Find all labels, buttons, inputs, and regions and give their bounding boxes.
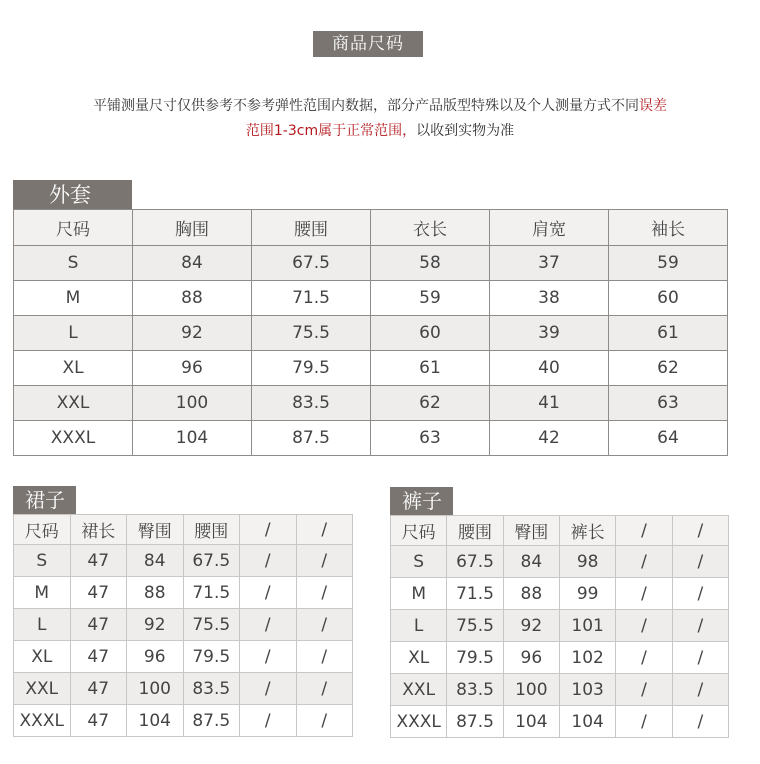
table-row <box>14 705 353 737</box>
measurement-cell: 42 <box>490 421 609 456</box>
pants-size-table <box>390 515 729 738</box>
column-header: 袖长 <box>609 210 728 246</box>
column-header: 裤长 <box>559 516 615 546</box>
measurement-cell: 64 <box>609 421 728 456</box>
measurement-cell: 84 <box>133 246 252 281</box>
measurement-cell: 75.5 <box>183 609 240 641</box>
notice-text: 平铺测量尺寸仅供参考不参考弹性范围内数据，部分产品版型特殊以及个人测量方式不同 <box>93 98 639 114</box>
measurement-cell: 87.5 <box>252 421 371 456</box>
column-header: 肩宽 <box>490 210 609 246</box>
measurement-cell: / <box>672 706 728 738</box>
table-header-row <box>14 515 353 545</box>
table-row <box>391 610 729 642</box>
table-row <box>391 674 729 706</box>
table-row <box>391 642 729 674</box>
measurement-cell: / <box>296 577 353 609</box>
measurement-cell: / <box>616 578 672 610</box>
measurement-cell: 104 <box>133 421 252 456</box>
measurement-cell: 87.5 <box>447 706 503 738</box>
measurement-cell: 47 <box>70 577 127 609</box>
measurement-cell: 62 <box>371 386 490 421</box>
table-row <box>14 316 728 351</box>
measurement-cell: / <box>616 674 672 706</box>
measurement-cell: 63 <box>609 386 728 421</box>
table-row <box>14 351 728 386</box>
size-notice-line-1 <box>0 95 760 115</box>
measurement-cell: / <box>616 706 672 738</box>
measurement-cell: 88 <box>127 577 184 609</box>
column-header: 尺码 <box>14 210 133 246</box>
measurement-cell: 104 <box>559 706 615 738</box>
size-cell: XXL <box>14 386 133 421</box>
measurement-cell: / <box>672 546 728 578</box>
measurement-cell: / <box>296 673 353 705</box>
size-cell: S <box>14 246 133 281</box>
measurement-cell: 71.5 <box>252 281 371 316</box>
measurement-cell: 67.5 <box>183 545 240 577</box>
measurement-cell: 92 <box>133 316 252 351</box>
measurement-cell: / <box>240 577 297 609</box>
measurement-cell: 92 <box>503 610 559 642</box>
measurement-cell: / <box>672 610 728 642</box>
table-row <box>14 577 353 609</box>
measurement-cell: 75.5 <box>447 610 503 642</box>
measurement-cell: 61 <box>609 316 728 351</box>
measurement-cell: 59 <box>609 246 728 281</box>
measurement-cell: 60 <box>609 281 728 316</box>
table-header-row <box>14 210 728 246</box>
measurement-cell: 47 <box>70 705 127 737</box>
notice-highlight: 范围1-3cm属于正常范围， <box>245 123 417 139</box>
measurement-cell: / <box>672 578 728 610</box>
measurement-cell: 83.5 <box>183 673 240 705</box>
table-row <box>14 545 353 577</box>
measurement-cell: 71.5 <box>447 578 503 610</box>
measurement-cell: / <box>296 545 353 577</box>
size-cell: M <box>14 577 71 609</box>
size-cell: M <box>391 578 447 610</box>
column-header: / <box>672 516 728 546</box>
measurement-cell: 96 <box>503 642 559 674</box>
size-notice-line-2 <box>0 120 760 140</box>
measurement-cell: 104 <box>503 706 559 738</box>
measurement-cell: 92 <box>127 609 184 641</box>
measurement-cell: 63 <box>371 421 490 456</box>
size-cell: XXXL <box>14 421 133 456</box>
skirt-size-table <box>13 514 353 737</box>
notice-text: 以收到实物为准 <box>416 123 515 139</box>
size-cell: XL <box>14 641 71 673</box>
table-row <box>391 546 729 578</box>
measurement-cell: / <box>672 674 728 706</box>
measurement-cell: / <box>240 609 297 641</box>
column-header: 腰围 <box>252 210 371 246</box>
size-cell: L <box>391 610 447 642</box>
size-cell: XXXL <box>391 706 447 738</box>
column-header: 胸围 <box>133 210 252 246</box>
size-cell: XL <box>391 642 447 674</box>
measurement-cell: 102 <box>559 642 615 674</box>
measurement-cell: 79.5 <box>447 642 503 674</box>
measurement-cell: / <box>296 705 353 737</box>
table-row <box>391 578 729 610</box>
measurement-cell: / <box>616 610 672 642</box>
table-row <box>14 673 353 705</box>
measurement-cell: / <box>240 545 297 577</box>
column-header: 裙长 <box>70 515 127 545</box>
measurement-cell: / <box>240 641 297 673</box>
page-title: 商品尺码 <box>313 31 423 57</box>
measurement-cell: 79.5 <box>183 641 240 673</box>
measurement-cell: 84 <box>127 545 184 577</box>
column-header: 衣长 <box>371 210 490 246</box>
measurement-cell: / <box>240 705 297 737</box>
table-row <box>14 386 728 421</box>
measurement-cell: 96 <box>127 641 184 673</box>
measurement-cell: 98 <box>559 546 615 578</box>
measurement-cell: 83.5 <box>447 674 503 706</box>
column-header: 尺码 <box>14 515 71 545</box>
measurement-cell: 39 <box>490 316 609 351</box>
table-header-row <box>391 516 729 546</box>
column-header: 尺码 <box>391 516 447 546</box>
measurement-cell: 99 <box>559 578 615 610</box>
measurement-cell: 59 <box>371 281 490 316</box>
coat-size-table <box>13 209 728 456</box>
table-row <box>14 281 728 316</box>
size-cell: XXL <box>14 673 71 705</box>
measurement-cell: 67.5 <box>447 546 503 578</box>
table-row <box>14 609 353 641</box>
measurement-cell: 84 <box>503 546 559 578</box>
table-row <box>14 641 353 673</box>
table-row <box>14 421 728 456</box>
skirt-section-label: 裙子 <box>13 486 76 514</box>
measurement-cell: 62 <box>609 351 728 386</box>
pants-section-label: 裤子 <box>390 487 453 515</box>
measurement-cell: 88 <box>133 281 252 316</box>
measurement-cell: 47 <box>70 609 127 641</box>
measurement-cell: 100 <box>133 386 252 421</box>
measurement-cell: / <box>296 609 353 641</box>
measurement-cell: 41 <box>490 386 609 421</box>
size-cell: XXL <box>391 674 447 706</box>
measurement-cell: 104 <box>127 705 184 737</box>
size-cell: S <box>391 546 447 578</box>
measurement-cell: 87.5 <box>183 705 240 737</box>
size-cell: XXXL <box>14 705 71 737</box>
measurement-cell: 60 <box>371 316 490 351</box>
measurement-cell: 75.5 <box>252 316 371 351</box>
measurement-cell: / <box>672 642 728 674</box>
measurement-cell: 71.5 <box>183 577 240 609</box>
column-header: 腰围 <box>183 515 240 545</box>
measurement-cell: 96 <box>133 351 252 386</box>
measurement-cell: 40 <box>490 351 609 386</box>
size-cell: S <box>14 545 71 577</box>
size-cell: L <box>14 316 133 351</box>
size-cell: L <box>14 609 71 641</box>
size-cell: M <box>14 281 133 316</box>
table-row <box>391 706 729 738</box>
column-header: / <box>240 515 297 545</box>
table-row <box>14 246 728 281</box>
measurement-cell: 47 <box>70 641 127 673</box>
measurement-cell: / <box>240 673 297 705</box>
measurement-cell: / <box>616 642 672 674</box>
measurement-cell: 67.5 <box>252 246 371 281</box>
column-header: / <box>616 516 672 546</box>
coat-section-label: 外套 <box>13 180 132 210</box>
measurement-cell: / <box>296 641 353 673</box>
measurement-cell: 38 <box>490 281 609 316</box>
measurement-cell: 103 <box>559 674 615 706</box>
measurement-cell: 47 <box>70 545 127 577</box>
column-header: 腰围 <box>447 516 503 546</box>
column-header: 臀围 <box>503 516 559 546</box>
measurement-cell: 83.5 <box>252 386 371 421</box>
measurement-cell: 58 <box>371 246 490 281</box>
measurement-cell: 79.5 <box>252 351 371 386</box>
notice-highlight: 误差 <box>639 98 667 114</box>
measurement-cell: 37 <box>490 246 609 281</box>
measurement-cell: 100 <box>503 674 559 706</box>
measurement-cell: 101 <box>559 610 615 642</box>
measurement-cell: 100 <box>127 673 184 705</box>
size-cell: XL <box>14 351 133 386</box>
column-header: 臀围 <box>127 515 184 545</box>
measurement-cell: 61 <box>371 351 490 386</box>
measurement-cell: / <box>616 546 672 578</box>
measurement-cell: 88 <box>503 578 559 610</box>
measurement-cell: 47 <box>70 673 127 705</box>
column-header: / <box>296 515 353 545</box>
